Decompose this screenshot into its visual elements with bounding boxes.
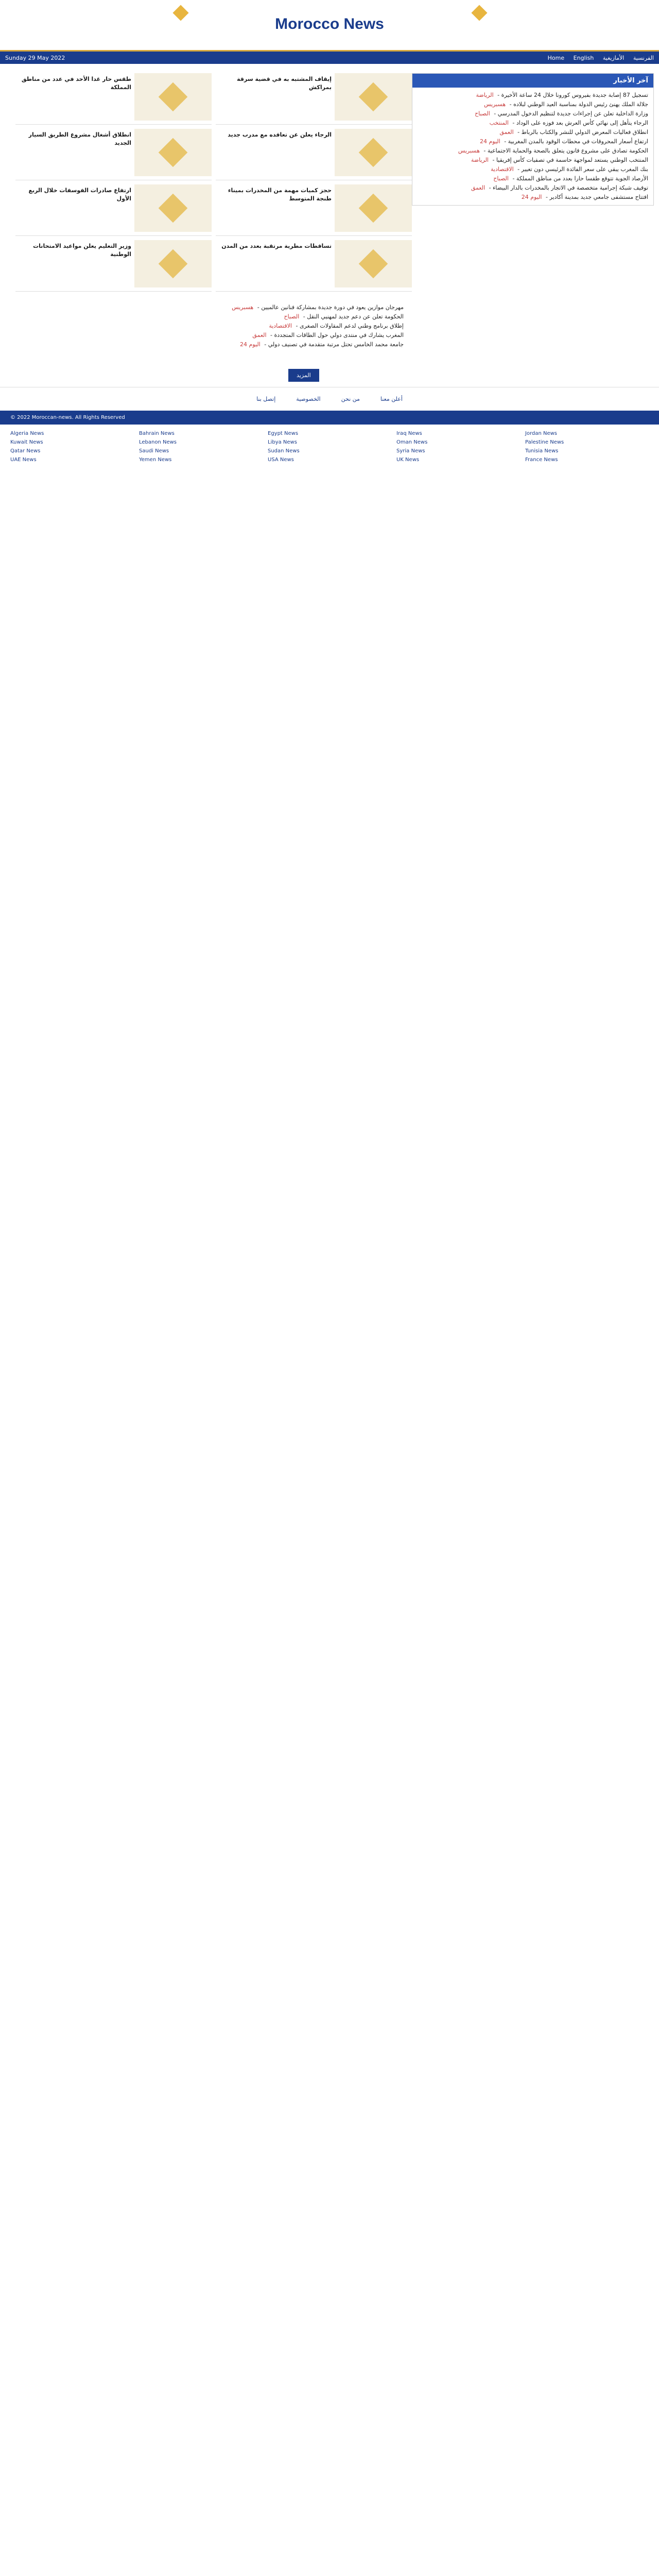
latest-item-text[interactable]: افتتاح مستشفى جامعي جديد بمدينة أكادير — [549, 194, 648, 200]
more-button[interactable]: المزيد — [288, 369, 319, 382]
nav-home[interactable]: Home — [547, 54, 565, 61]
news-card[interactable] — [15, 129, 212, 180]
country-site-link[interactable]: Bahrain News — [139, 431, 175, 436]
news-card[interactable] — [15, 73, 212, 125]
placeholder-logo-icon — [359, 194, 388, 223]
latest-item-source[interactable]: اليوم 24 — [479, 138, 500, 145]
latest-item-text[interactable]: جلالة الملك يهنئ رئيس الدولة بمناسبة العيد الوطني لبلاده — [513, 101, 648, 108]
bottom-item[interactable]: إطلاق برنامج وطني لدعم المقاولات الصغرى - الاقتصادية — [269, 323, 404, 329]
latest-item-text[interactable]: الأرصاد الجوية تتوقع طقسا حارا بعدد من مناطق المملكة — [516, 175, 648, 182]
latest-item-text[interactable]: بنك المغرب يبقي على سعر الفائدة الرئيسي دون تغيير — [521, 166, 648, 173]
card-thumbnail[interactable] — [335, 129, 412, 176]
latest-item[interactable]: انطلاق فعاليات المعرض الدولي للنشر والكتاب بالرباط - العمق — [499, 129, 648, 135]
latest-item[interactable]: الرجاء يتأهل إلى نهائي كأس العرش بعد فوزه على الوداد - المنتخب — [489, 120, 648, 126]
card-thumbnail[interactable] — [134, 240, 212, 287]
country-site-link[interactable]: Oman News — [396, 439, 428, 445]
bottom-item-text[interactable]: إطلاق برنامج وطني لدعم المقاولات الصغرى — [299, 323, 404, 329]
bottom-item-source[interactable]: اليوم 24 — [240, 341, 261, 348]
main-content — [0, 73, 659, 292]
latest-item-text[interactable]: تسجيل 87 إصابة جديدة بفيروس كورونا خلال 24 ساعة الأخيرة — [501, 92, 648, 98]
card-thumbnail[interactable] — [134, 129, 212, 176]
country-site-link[interactable]: Lebanon News — [139, 439, 177, 445]
news-card[interactable] — [216, 240, 412, 292]
country-site-link[interactable]: Libya News — [268, 439, 297, 445]
footer-links — [0, 387, 659, 411]
latest-item[interactable]: وزارة الداخلية تعلن عن إجراءات جديدة لتنظيم الدخول المدرسي - الصباح — [475, 110, 648, 117]
latest-item-source[interactable]: الصباح — [475, 110, 490, 117]
footer-link[interactable]: من نحن — [341, 396, 360, 402]
latest-item-source[interactable]: الرياضة — [471, 157, 489, 163]
card-headline[interactable]: الرجاء يعلن عن تعاقده مع مدرب جديد — [228, 131, 332, 138]
latest-item-source[interactable]: الصباح — [493, 175, 509, 182]
bottom-item-source[interactable]: العمق — [252, 332, 267, 338]
latest-item-source[interactable]: العمق — [499, 129, 514, 135]
country-site-link[interactable]: Qatar News — [10, 448, 41, 454]
latest-column — [412, 73, 654, 292]
bottom-item-source[interactable]: هسبريس — [232, 304, 254, 311]
news-card[interactable] — [15, 184, 212, 236]
latest-item-text[interactable]: ارتفاع أسعار المحروقات في محطات الوقود بالمدن المغربية — [508, 138, 648, 145]
card-thumbnail[interactable] — [134, 73, 212, 121]
country-site-link[interactable]: Algeria News — [10, 431, 44, 436]
country-sites — [0, 425, 659, 469]
footer-link[interactable]: أعلن معنا — [380, 396, 403, 402]
date-label: Sunday 29 May 2022 — [5, 54, 65, 61]
latest-item-source[interactable]: الاقتصادية — [491, 166, 514, 173]
latest-item-text[interactable]: المنتخب الوطني يستعد لمواجهة حاسمة في تصفيات كأس إفريقيا — [496, 157, 648, 163]
latest-item[interactable]: توقيف شبكة إجرامية متخصصة في الاتجار بالمخدرات بالدار البيضاء - العمق — [471, 184, 648, 191]
latest-news-box — [412, 73, 654, 206]
latest-item[interactable]: افتتاح مستشفى جامعي جديد بمدينة أكادير - اليوم 24 — [521, 194, 648, 200]
site-title[interactable]: Morocco News — [275, 15, 384, 32]
bottom-item-source[interactable]: الاقتصادية — [269, 323, 292, 329]
latest-item-text[interactable]: انطلاق فعاليات المعرض الدولي للنشر والكتاب بالرباط — [521, 129, 648, 135]
card-headline[interactable]: تساقطات مطرية مرتقبة بعدد من المدن — [221, 243, 332, 249]
latest-item[interactable]: الأرصاد الجوية تتوقع طقسا حارا بعدد من مناطق المملكة - الصباح — [493, 175, 648, 182]
news-card[interactable] — [216, 184, 412, 236]
bottom-item-text[interactable]: المغرب يشارك في منتدى دولي حول الطاقات المتجددة — [274, 332, 404, 338]
bottom-item[interactable]: مهرجان موازين يعود في دورة جديدة بمشاركة فنانين عالميين - هسبريس — [232, 304, 404, 311]
latest-item-text[interactable]: الحكومة تصادق على مشروع قانون يتعلق بالصحة والحماية الاجتماعية — [487, 147, 648, 154]
bottom-list — [5, 301, 407, 351]
nav-french[interactable]: الفرنسية — [633, 54, 654, 61]
country-site-link[interactable]: UAE News — [10, 457, 37, 463]
card-thumbnail[interactable] — [335, 184, 412, 232]
card-thumbnail[interactable] — [335, 73, 412, 121]
placeholder-logo-icon — [159, 82, 188, 112]
country-site-link[interactable]: Yemen News — [139, 457, 172, 463]
bottom-item-text[interactable]: الحكومة تعلن عن دعم جديد لمهنيي النقل — [307, 313, 404, 320]
country-site-link[interactable]: Palestine News — [525, 439, 564, 445]
latest-item[interactable]: بنك المغرب يبقي على سعر الفائدة الرئيسي دون تغيير - الاقتصادية — [491, 166, 648, 173]
latest-item-text[interactable]: الرجاء يتأهل إلى نهائي كأس العرش بعد فوزه على الوداد — [516, 120, 648, 126]
bottom-item[interactable]: المغرب يشارك في منتدى دولي حول الطاقات المتجددة - العمق — [252, 332, 404, 338]
country-site-link[interactable]: Sudan News — [268, 448, 300, 454]
latest-item-text[interactable]: توقيف شبكة إجرامية متخصصة في الاتجار بالمخدرات بالدار البيضاء — [493, 184, 648, 191]
country-site-link[interactable]: Tunisia News — [525, 448, 559, 454]
bottom-item-source[interactable]: الصباح — [284, 313, 300, 320]
country-site-link[interactable]: Iraq News — [396, 431, 422, 436]
card-headline[interactable]: انطلاق أشغال مشروع الطريق السيار الجديد — [28, 131, 131, 146]
country-site-link[interactable]: Saudi News — [139, 448, 169, 454]
news-card[interactable] — [216, 73, 412, 125]
country-site-link[interactable]: Kuwait News — [10, 439, 43, 445]
latest-item[interactable]: الحكومة تصادق على مشروع قانون يتعلق بالصحة والحماية الاجتماعية - هسبريس — [458, 147, 648, 154]
news-card[interactable] — [15, 240, 212, 292]
bottom-item[interactable]: الحكومة تعلن عن دعم جديد لمهنيي النقل - الصباح — [284, 313, 404, 320]
latest-item-text[interactable]: وزارة الداخلية تعلن عن إجراءات جديدة لتنظيم الدخول المدرسي — [497, 110, 648, 117]
placeholder-logo-icon — [359, 249, 388, 279]
placeholder-logo-icon — [159, 249, 188, 279]
latest-item-source[interactable]: العمق — [471, 184, 485, 191]
bottom-item-text[interactable]: جامعة محمد الخامس تحتل مرتبة متقدمة في تصنيف دولي — [268, 341, 404, 348]
news-card[interactable] — [216, 129, 412, 180]
card-thumbnail[interactable] — [335, 240, 412, 287]
latest-item-source[interactable]: هسبريس — [458, 147, 480, 154]
latest-item[interactable]: المنتخب الوطني يستعد لمواجهة حاسمة في تصفيات كأس إفريقيا - الرياضة — [471, 157, 648, 163]
footer — [0, 364, 659, 469]
card-headline[interactable]: حجز كميات مهمة من المخدرات بميناء طنجة المتوسط — [228, 187, 332, 202]
country-site-link[interactable]: Jordan News — [525, 431, 558, 436]
top-nav — [541, 55, 654, 61]
latest-item[interactable]: ارتفاع أسعار المحروقات في محطات الوقود بالمدن المغربية - اليوم 24 — [479, 138, 648, 145]
bottom-item-text[interactable]: مهرجان موازين يعود في دورة جديدة بمشاركة فنانين عالميين — [261, 304, 404, 311]
country-site-link[interactable]: UK News — [396, 457, 420, 463]
footer-link[interactable]: إتصل بنا — [256, 396, 276, 402]
nav-english[interactable]: English — [573, 54, 594, 61]
card-headline[interactable]: ارتفاع صادرات الفوسفات خلال الربع الأول — [28, 187, 131, 202]
news-cards — [15, 73, 412, 292]
top-bar — [0, 52, 659, 64]
latest-item-source[interactable]: اليوم 24 — [521, 194, 542, 200]
placeholder-logo-icon — [159, 138, 188, 167]
latest-item[interactable]: تسجيل 87 إصابة جديدة بفيروس كورونا خلال 24 ساعة الأخيرة - الرياضة — [476, 92, 648, 98]
bottom-item[interactable]: جامعة محمد الخامس تحتل مرتبة متقدمة في تصنيف دولي - اليوم 24 — [240, 341, 404, 348]
latest-list — [412, 88, 653, 205]
latest-item-source[interactable]: هسبريس — [484, 101, 506, 108]
copyright: © 2022 Moroccan-news. All Rights Reserved — [0, 411, 659, 425]
card-headline[interactable]: وزير التعليم يعلن مواعيد الامتحانات الوطنية — [33, 243, 131, 258]
latest-heading: آخر الأخبار — [412, 74, 653, 88]
country-site-link[interactable]: Syria News — [396, 448, 425, 454]
latest-item-source[interactable]: المنتخب — [489, 120, 509, 126]
placeholder-logo-icon — [359, 138, 388, 167]
latest-item-source[interactable]: الرياضة — [476, 92, 494, 98]
country-site-link[interactable]: Egypt News — [268, 431, 299, 436]
placeholder-logo-icon — [359, 82, 388, 112]
nav-amazigh[interactable]: الأمازيغية — [602, 54, 625, 61]
card-headline[interactable]: طقس حار غدا الأحد في عدد من مناطق المملكة — [21, 76, 131, 91]
footer-link[interactable]: الخصوصية — [296, 396, 321, 402]
country-site-link[interactable]: France News — [525, 457, 558, 463]
site-header — [0, 0, 659, 52]
latest-item[interactable]: جلالة الملك يهنئ رئيس الدولة بمناسبة العيد الوطني لبلاده - هسبريس — [484, 101, 648, 108]
bottom-news — [5, 301, 407, 351]
card-thumbnail[interactable] — [134, 184, 212, 232]
card-headline[interactable]: إيقاف المشتبه به في قضية سرقة بمراكش — [237, 76, 332, 91]
cards-column — [10, 73, 412, 292]
placeholder-logo-icon — [159, 194, 188, 223]
country-site-link[interactable]: USA News — [268, 457, 294, 463]
